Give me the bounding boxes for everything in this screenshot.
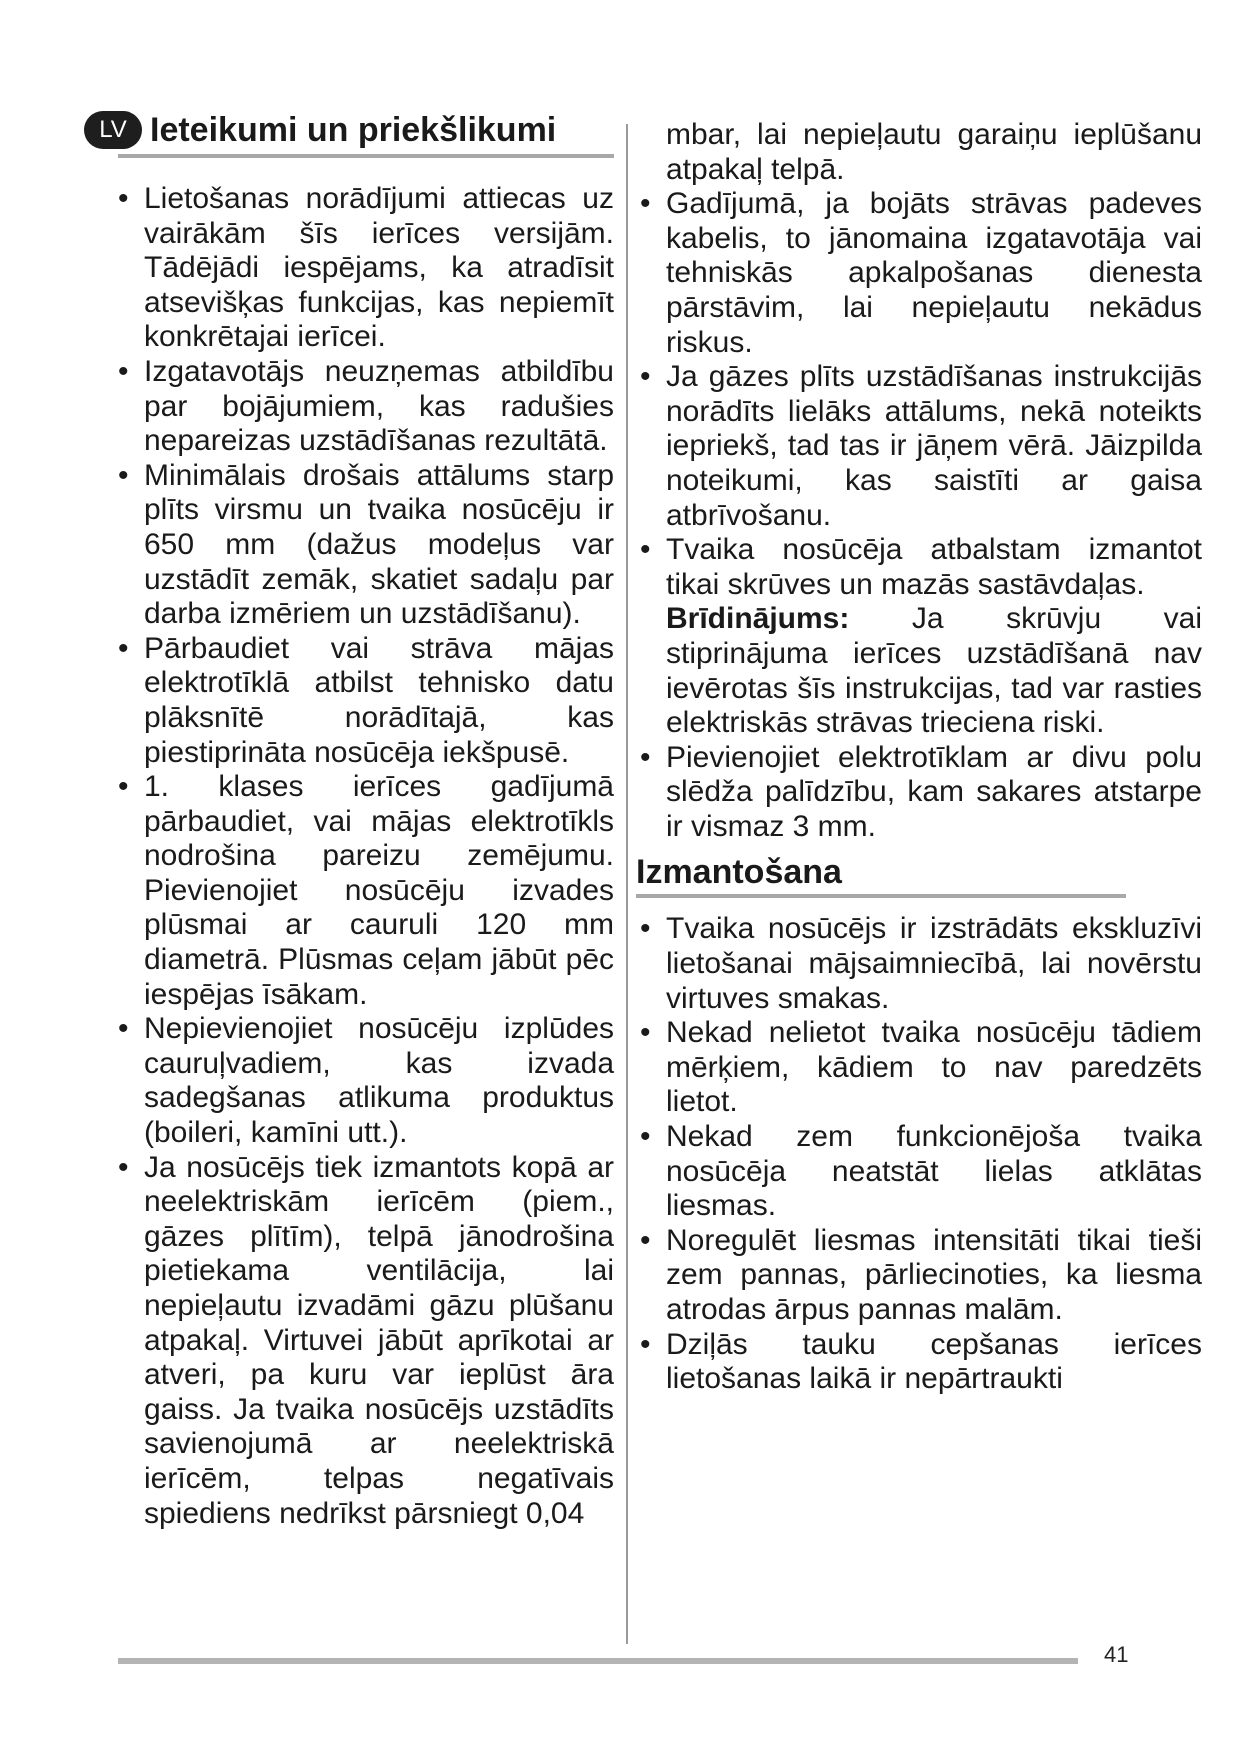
section-header-recommendations xyxy=(99,110,614,158)
continued-text: mbar, lai nepieļautu garaiņu ieplūšanu atpakaļ telpā. xyxy=(666,118,1202,186)
warning-label: Brīdinājums: xyxy=(666,602,850,636)
list-item: • Tvaika nosūcējs ir izstrādāts ekskluzīvi lietošanai mājsaimniecībā, lai novērstu virtuves smakas. xyxy=(640,912,1202,1015)
list-item: • Pievienojiet elektrotīklam ar divu polu slēdža palīdzību, kam sakares atstarpe ir vismaz 3 mm. xyxy=(640,740,1202,843)
section-header-usage xyxy=(636,852,1126,898)
list-item: • Ja nosūcējs tiek izmantots kopā ar neelektriskām ierīcēm (piem., gāzes plītīm), telpā jānodrošina pietiekama ventilācija, lai nepieļautu izvadāmi gāzu plūšanu atpakaļ. Virtuvei jābūt aprīkotai ar atveri, pa kuru var ieplūst āra gaiss. Ja tvaika nosūcējs uzstādīts savienojumā ar neelektriskā ierīcēm, telpas negatīvais spiediens nedrīkst pārsniegt 0,04 xyxy=(118,1150,614,1530)
page-number: 41 xyxy=(1104,1642,1129,1667)
list-item: • Lietošanas norādījumi attiecas uz vairākām šīs ierīces versijām. Tādējādi iespējams, ka atradīsit atsevišķas funkcijas, kas nepiemīt konkrētajai ierīcei. xyxy=(118,182,614,354)
left-column xyxy=(99,110,614,1531)
list-item: • Izgatavotājs neuzņemas atbildību par bojājumiem, kas radušies nepareizas uzstādīšanas rezultātā. xyxy=(118,354,614,458)
footer-rule xyxy=(118,1658,1078,1664)
list-item: • 1. klases ierīces gadījumā pārbaudiet, vai mājas elektrotīkls nodrošina pareizu zemējumu. Pievienojiet nosūcēju izvades plūsmai ar cauruli 120 mm diametrā. Plūsmas ceļam jābūt pēc iespējas īsākam. xyxy=(118,770,614,1011)
list-item: • Pārbaudiet vai strāva mājas elektrotīklā atbilst tehnisko datu plāksnītē norādītajā, kas piestiprināta nosūcēja iekšpusē. xyxy=(118,631,614,769)
list-item: • Nekad nelietot tvaika nosūcēju tādiem mērķiem, kādiem to nav paredzēts lietot. xyxy=(640,1016,1202,1119)
warning-paragraph xyxy=(640,602,1202,740)
list-item: • Ja gāzes plīts uzstādīšanas instrukcijās norādīts lielāks attālums, nekā noteikts iepriekš, tad tas ir jāņem vērā. Jāizpilda noteikumi, kas saistīti ar gaisa atbrīvošanu. xyxy=(640,360,1202,532)
list-item: • Nekad zem funkcionējoša tvaika nosūcēja neatstāt lielas atklātas liesmas. xyxy=(640,1120,1202,1223)
list-item: • Nepievienojiet nosūcēju izplūdes cauruļvadiem, kas izvada sadegšanas atlikuma produktus (boileri, kamīni utt.). xyxy=(118,1012,614,1150)
column-divider xyxy=(626,124,628,1644)
section-title-usage: Izmantošana xyxy=(636,853,842,892)
list-item: • Gadījumā, ja bojāts strāvas padeves kabelis, to jānomaina izgatavotāja vai tehniskās apkalpošanas dienesta pārstāvim, lai nepieļautu nekādus riskus. xyxy=(640,187,1202,359)
section-title: Ieteikumi un priekšlikumi xyxy=(150,111,557,149)
warning-text: Ja skrūvju vai stiprinājuma ierīces uzstādīšanā nav ievērotas šīs instrukcijas, tad var rasties elektriskās strāvas trieciena riski. xyxy=(666,602,1202,740)
right-column xyxy=(636,118,1202,1397)
language-badge: LV xyxy=(84,111,142,149)
list-item: • Noregulēt liesmas intensitāti tikai tieši zem pannas, pārliecinoties, ka liesma atrodas ārpus pannas malām. xyxy=(640,1223,1202,1326)
list-item: • Tvaika nosūcēja atbalstam izmantot tikai skrūves un mazās sastāvdaļas. xyxy=(640,533,1202,601)
list-item: • Minimālais drošais attālums starp plīts virsmu un tvaika nosūcēju ir 650 mm (dažus modeļus var uzstādīt zemāk, skatiet sadaļu par darba izmēriem un uzstādīšanu). xyxy=(118,458,614,631)
list-item: • Dziļās tauku cepšanas ierīces lietošanas laikā ir nepārtraukti xyxy=(640,1327,1202,1396)
